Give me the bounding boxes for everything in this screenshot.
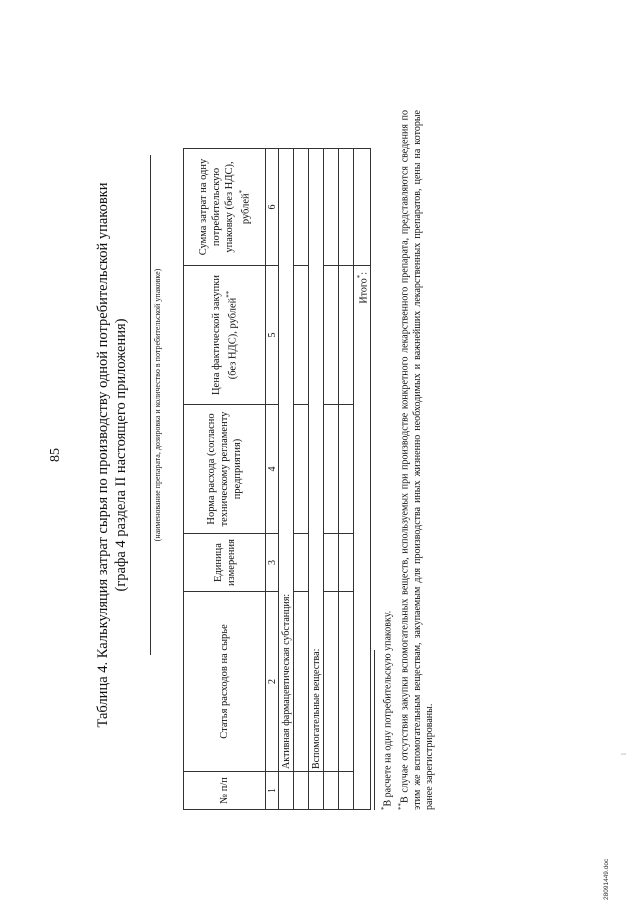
table-cell [294,266,309,405]
table-cell [294,772,309,810]
table-cell [324,266,339,405]
column-number: 3 [266,534,279,592]
table-cell [339,592,354,772]
table-cell [324,405,339,534]
footnote-mark: ** [224,290,233,298]
table-row [279,149,294,810]
footnote-1 [378,110,395,810]
header-purchase-price [184,266,266,405]
total-value-cell [354,149,371,266]
column-number: 2 [266,592,279,772]
table-cell [279,772,294,810]
row-auxiliary-substances: Вспомогательные вещества: [309,149,324,772]
header-sum-text: Сумма затрат на одну потребительскую упаковку (без НДС), рублей [197,158,252,256]
table-cell [324,592,339,772]
preparation-name-caption: (наименование препарата, дозировка и количество в потребительской упаковке) [153,268,162,542]
calculation-table [183,148,371,810]
table-cell [339,772,354,810]
table-title-line1: Таблица 4. Калькуляция затрат сырья по производству одной потребительской упаковки [95,182,111,728]
column-number: 6 [266,149,279,266]
table-cell [294,534,309,592]
page-number: 85 [48,448,63,462]
column-number-row [266,149,279,810]
footnote-mark: * [380,806,388,810]
header-expense-item: Статья расходов на сырье [184,592,266,772]
table-row [309,149,324,810]
footnote-2 [395,110,437,810]
table-cell [339,405,354,534]
column-number: 1 [266,772,279,810]
table-row [324,149,339,810]
column-number: 5 [266,266,279,405]
table-cell [294,405,309,534]
table-row [339,149,354,810]
footnote-2-text: В случае отсутствия закупки вспомогательных веществ, используемых при производстве конкретного лекарственного препарата, представляются сведения по этим же вспомогательным веществам, закупаемым для производства иных жизненно необходимых и важнейших лекарственных препаратов, цены на которые ранее зарегистрированы. [399,110,436,810]
table-cell [294,149,309,266]
total-row [354,149,371,810]
footnotes [378,110,437,810]
table-cell [309,772,324,810]
table-title [94,145,130,765]
table-cell [339,149,354,266]
table-cell [324,772,339,810]
header-sum-per-package [184,149,266,266]
table-title-line2: (графа 4 раздела II настоящего приложения) [113,318,129,592]
edge-mark: l [620,753,628,755]
file-name: 28091449.doc [603,858,610,900]
table-cell [294,592,309,772]
table-cell [339,266,354,405]
row-active-substance: Активная фармацевтическая субстанция: [279,149,294,772]
table-cell [324,534,339,592]
total-suffix: : [358,272,370,275]
table-cell [324,149,339,266]
header-purchase-price-text: Цена фактической закупки (без НДС), рублей [210,274,239,396]
footnote-mark: ** [396,803,405,810]
footnote-mark: * [356,274,364,279]
footnote-mark: * [237,189,246,194]
table-row [294,149,309,810]
total-label: Итого [358,278,370,304]
footnote-separator [374,650,375,810]
header-unit: Единица измерения [184,534,266,592]
footnote-1-text: В расчете на одну потребительскую упаковку. [382,610,394,807]
preparation-name-line [150,155,151,655]
header-consumption-rate: Норма расхода (согласно техническому регламенту предприятия) [184,405,266,534]
column-number: 4 [266,405,279,534]
table-cell [339,534,354,592]
header-number: № п/п [184,772,266,810]
total-label-cell [354,266,371,810]
table-header-row [184,149,266,810]
